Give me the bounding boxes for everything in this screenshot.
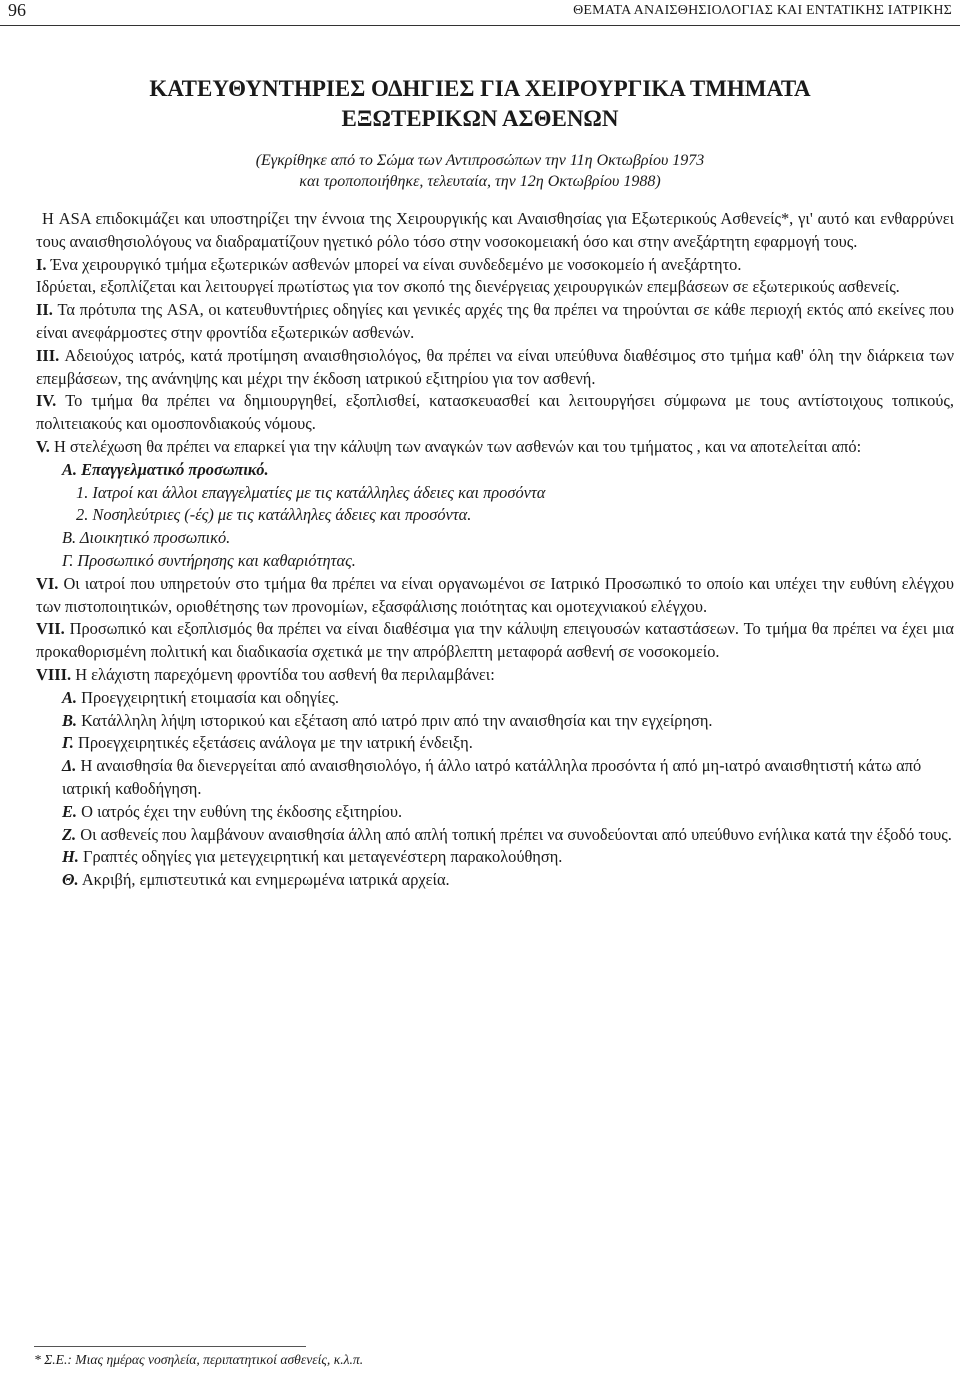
section-1-text: Ένα χειρουργικό τμήμα εξωτερικών ασθενών μπορεί να είναι συνδεδεμένο με νοσοκομείο ή ανεξάρτητο. <box>50 254 742 274</box>
list-item: Θ. Ακριβή, εμπιστευτικά και ενημερωμένα ιατρικά αρχεία. <box>62 870 450 890</box>
section-8-text: Η ελάχιστη παρεχόμενη φροντίδα του ασθενή θα περιλαμβάνει: <box>75 664 495 684</box>
list-item: Ζ. Οι ασθενείς που λαμβάνουν αναισθησία άλλη από απλή τοπική πρέπει να συνοδεύονται από υπεύθυνο ενήλικα κατά την έξοδό τους. <box>62 824 952 844</box>
section-4-text: Το τμήμα θα πρέπει να δημιουργηθεί, εξοπλισθεί, κατασκευασθεί και λειτουργήσει σύμφωνα με τους αντίστοιχους τοπικούς, πολιτειακούς και ομοσπονδιακούς νόμους. <box>36 391 954 434</box>
list-item: Ε. Ο ιατρός έχει την ευθύνη της έκδοσης εξιτηρίου. <box>62 801 403 821</box>
document-body <box>36 208 954 892</box>
running-title: ΘΕΜΑΤΑ ΑΝΑΙΣΘΗΣΙΟΛΟΓΙΑΣ ΚΑΙ ΕΝΤΑΤΙΚΗΣ ΙΑΤΡΙΚΗΣ <box>573 3 952 18</box>
title-line-1: ΚΑΤΕΥΘΥΝΤΗΡΙΕΣ ΟΔΗΓΙΕΣ ΓΙΑ ΧΕΙΡΟΥΡΓΙΚΑ ΤΜΗΜΑΤΑ <box>149 76 811 101</box>
section-2 <box>36 299 954 345</box>
title-line-2: ΕΞΩΤΕΡΙΚΩΝ ΑΣΘΕΝΩΝ <box>341 106 619 131</box>
list-item: Η. Γραπτές οδηγίες για μετεγχειρητική και μεταγενέστερη παρακολούθηση. <box>62 847 563 867</box>
section-6 <box>36 573 954 619</box>
section-1-continuation: Ιδρύεται, εξοπλίζεται και λειτουργεί πρωτίστως για τον σκοπό της διενέργειας χειρουργικών επεμβάσεων σε εξωτερικούς ασθενείς. <box>36 277 900 297</box>
section-7 <box>36 618 954 664</box>
section-8-items <box>36 687 954 892</box>
section-7-number: VII. <box>36 619 65 639</box>
section-3-number: III. <box>36 345 60 365</box>
page-number: 96 <box>8 0 26 20</box>
subtitle-line-1: (Εγκρίθηκε από το Σώμα των Αντιπροσώπων την 11η Οκτωβρίου 1973 <box>255 152 705 169</box>
subtitle-line-2: και τροποποιήθηκε, τελευταία, την 12η Οκτωβρίου 1988) <box>299 173 661 190</box>
section-5-a-label: Α. Επαγγελματικό προσωπικό. <box>62 459 269 479</box>
section-3 <box>36 345 954 391</box>
list-item: Α. Προεγχειρητική ετοιμασία και οδηγίες. <box>62 687 339 707</box>
section-6-text: Οι ιατροί που υπηρετούν στο τμήμα θα πρέπει να είναι οργανωμένοι σε Ιατρικό Προσωπικό το οποίο και υπέχει την ευθύνη ελέγχου των πιστοποιητικών, οριοθέτησης των προνομίων, εξασφάλισης ποιότητας και ομοτεχνιακού ελέγχου. <box>36 573 954 616</box>
section-4 <box>36 390 954 436</box>
section-5-a1: 1. Ιατροί και άλλοι επαγγελματίες με τις κατάλληλες άδειες και προσόντα <box>76 482 546 502</box>
section-6-number: VI. <box>36 573 59 593</box>
section-4-number: IV. <box>36 391 57 411</box>
running-header <box>8 0 952 24</box>
section-5-number: V. <box>36 436 50 456</box>
section-1 <box>36 254 954 277</box>
section-5-b-label: Β. Διοικητικό προσωπικό. <box>62 528 231 548</box>
section-7-text: Προσωπικό και εξοπλισμός θα πρέπει να είναι διαθέσιμα για την κάλυψη επειγουσών καταστάσεων. Το τμήμα θα πρέπει να έχει μια προκαθορισμένη πολιτική και διαδικασία σχετικά με την απρόβλεπτη μεταφορά ασθενή σε νοσοκομείο. <box>36 619 954 662</box>
list-item: Β. Κατάλληλη λήψη ιστορικού και εξέταση από ιατρό πριν από την αναισθησία και την εγχείρηση. <box>62 710 713 730</box>
document-title <box>0 74 960 134</box>
footnote-rule <box>34 1346 306 1347</box>
section-8-number: VIII. <box>36 664 72 684</box>
footnote: * Σ.Ε.: Μιας ημέρας νοσηλεία, περιπατητικοί ασθενείς, κ.λ.π. <box>34 1352 364 1367</box>
list-item: Δ. Η αναισθησία θα διενεργείται από αναισθησιολόγο, ή άλλο ιατρό κατάλληλα προσόντα ή από μη-ιατρό αναισθητιστή κάτω από ιατρική καθοδήγηση. <box>62 756 922 798</box>
section-5-a2: 2. Νοσηλεύτριες (-ές) με τις κατάλληλες άδειες και προσόντα. <box>76 505 472 525</box>
header-rule <box>0 25 960 26</box>
section-1-number: Ι. <box>36 254 47 274</box>
section-2-number: II. <box>36 300 53 320</box>
intro-paragraph: Η ASA επιδοκιμάζει και υποστηρίζει την έννοια της Χειρουργικής και Αναισθησίας για Εξωτερικούς Ασθενείς*, γι' αυτό και ενθαρρύνει τους αναισθησιολόγους να διαδραματίζουν ηγετικό ρόλο τόσο στην νοσοκομειακή όσο και στην ανεξάρτητη εφαρμογή τους. <box>36 209 954 251</box>
document-subtitle <box>0 150 960 192</box>
section-3-text: Αδειούχος ιατρός, κατά προτίμηση αναισθησιολόγος, θα πρέπει να είναι υπεύθυνα διαθέσιμος στο τμήμα καθ' όλη την διάρκεια των επεμβάσεων, της ανάνηψης και μέχρι την έκδοση ιατρικού εξιτηρίου για τον ασθενή. <box>36 345 954 388</box>
section-8 <box>36 664 954 687</box>
list-item: Γ. Προεγχειρητικές εξετάσεις ανάλογα με την ιατρική ένδειξη. <box>62 733 473 753</box>
section-5-text: Η στελέχωση θα πρέπει να επαρκεί για την κάλυψη των αναγκών των ασθενών και του τμήματος , και να αποτελείται από: <box>53 436 862 456</box>
section-2-text: Τα πρότυπα της ASA, οι κατευθυντήριες οδηγίες και γενικές αρχές της θα πρέπει να τηρούνται σε κάθε περιοχή εκτός από εκείνες που είναι ανεφάρμοστες στην φροντίδα εξωτερικών ασθενών. <box>36 300 954 342</box>
section-5 <box>36 436 954 459</box>
section-5-c-label: Γ. Προσωπικό συντήρησης και καθαριότητας. <box>62 550 356 570</box>
